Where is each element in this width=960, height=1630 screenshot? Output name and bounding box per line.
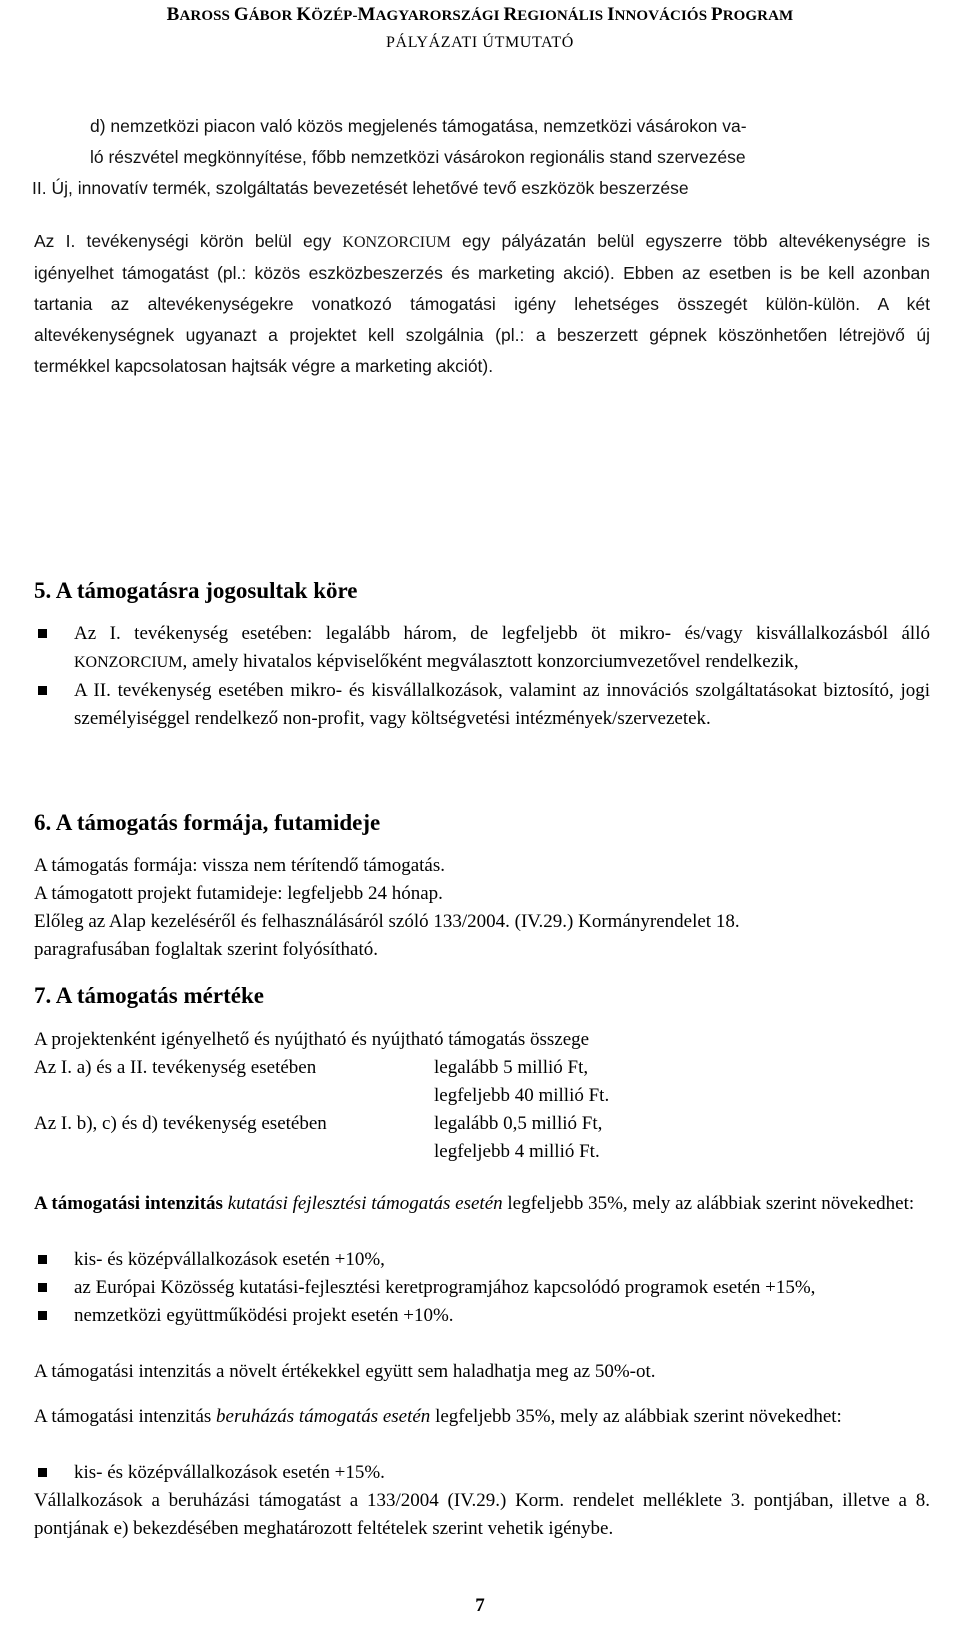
table-row	[34, 1054, 930, 1082]
header-title-rest: ÁBOR	[248, 8, 297, 24]
text-span: egy pályázatán belül egyszerre több altevékenységre is igényelhet támogatást (pl.: közös eszközbeszerzés és marketing akció). Ebben az esetben is be kell azonban tartania az altevékenységekre vonatkozó támogatási igény lehetséges összegét külön-külön. A két altevékenységnek ugyanazt a projektet kell szolgálnia (pl.: a beszerzett gépnek köszönhetően létrejövő új termékkel kapcsolatosan hajtsák végre a marketing akciót).	[34, 231, 930, 376]
table-cell-label: Az I. b), c) és d) tevékenység esetében	[34, 1113, 327, 1134]
text-span: legfeljebb 35%, mely az alábbiak szerint növekedhet:	[502, 1193, 915, 1214]
text-line: A támogatott projekt futamideje: legfeljebb 24 hónap.	[34, 883, 443, 904]
text-span: A támogatási intenzitás	[34, 1406, 217, 1427]
investment-intensity-paragraph	[34, 1403, 930, 1431]
text-span: , amely hivatalos képviselőként megválasztott konzorciumvezetővel rendelkezik,	[182, 651, 799, 672]
list-item	[34, 677, 930, 733]
list-item	[34, 1246, 930, 1274]
investment-note	[34, 1487, 930, 1543]
header-title-initial: G	[233, 4, 249, 25]
table-row	[34, 1138, 930, 1166]
text-line: paragrafusában foglaltak szerint folyósítható.	[34, 939, 378, 960]
header-title-rest: NNOVÁCIÓS	[614, 8, 711, 24]
section-5-list	[34, 620, 930, 733]
intro-line: ló részvétel megkönnyítése, főbb nemzetközi vásárokon regionális stand szervezése	[90, 147, 746, 167]
header-title-rest: EGIONÁLIS	[517, 8, 608, 24]
header-title-initial: I	[607, 4, 615, 25]
table-row	[34, 1082, 930, 1110]
text-span: Az I. tevékenységi körön belül egy	[34, 231, 343, 251]
text-span: kis- és középvállalkozások esetén +10%,	[74, 1249, 385, 1270]
bullet-icon	[38, 1255, 47, 1264]
text-line: Vállalkozások a beruházási támogatást a 133/2004 (IV.29.) Korm. rendelet melléklete 3. pontjában, illetve a 8. pontjának e) bekezdésében meghatározott feltételek szerint vehetik igénybe.	[34, 1490, 930, 1539]
bullet-icon	[38, 1311, 47, 1320]
table-cell-value: legalább 0,5 millió Ft,	[434, 1113, 603, 1134]
section-7-heading: 7. A támogatás mértéke	[34, 983, 264, 1008]
text-line: A támogatás formája: vissza nem térítendő támogatás.	[34, 855, 446, 876]
intro-paragraph	[32, 111, 930, 204]
table-cell-value: legfeljebb 4 millió Ft.	[434, 1141, 600, 1162]
bullet-icon	[38, 686, 47, 695]
header-title	[0, 4, 960, 26]
header-title-initial: R	[503, 4, 518, 25]
table-row	[34, 1110, 930, 1138]
rd-intensity-paragraph	[34, 1190, 930, 1218]
table-cell-value: legalább 5 millió Ft,	[434, 1057, 589, 1078]
bold-term: A támogatási intenzitás	[34, 1193, 223, 1214]
header-title-rest: ROGRAM	[722, 8, 794, 24]
konzorcium-term: KONZORCIUM	[74, 654, 183, 671]
section-5-heading: 5. A támogatásra jogosultak köre	[34, 578, 358, 603]
italic-term: beruházás támogatás esetén	[216, 1406, 431, 1427]
list-item	[34, 1459, 930, 1487]
header-title-rest: AROSS	[179, 8, 234, 24]
text-span: az Európai Közösség kutatási-fejlesztési keretprogramjához kapcsolódó programok esetén +15%,	[74, 1277, 816, 1298]
consortium-paragraph	[34, 226, 930, 382]
header-title-initial: M	[357, 4, 376, 25]
italic-term: kutatási fejlesztési támogatás esetén	[227, 1193, 503, 1214]
section-6-text	[34, 852, 930, 964]
text-span: A II. tevékenység esetében mikro- és kisvállalkozások, valamint az innovációs szolgáltatásokat biztosító, jogi személyiséggel rendelkező non-profit, vagy költségvetési intézmények/szervezetek.	[74, 680, 930, 729]
list-item	[34, 620, 930, 677]
amount-table	[34, 1054, 930, 1166]
rd-cap-line	[34, 1358, 930, 1386]
text-span: nemzetközi együttműködési projekt esetén +10%.	[74, 1305, 454, 1326]
bullet-icon	[38, 629, 47, 638]
text-span: kis- és középvállalkozások esetén +15%.	[74, 1462, 385, 1483]
text-span: Az I. tevékenység esetében: legalább három, de legfeljebb öt mikro- és/vagy kisvállalkozásból álló	[74, 623, 930, 644]
text-line: A támogatási intenzitás a növelt értékekkel együtt sem haladhatja meg az 50%-ot.	[34, 1361, 656, 1382]
list-item	[34, 1302, 930, 1330]
text-span: legfeljebb 35%, mely az alábbiak szerint növekedhet:	[430, 1406, 842, 1427]
section-7-intro	[34, 1026, 930, 1054]
bullet-icon	[38, 1283, 47, 1292]
bullet-icon	[38, 1468, 47, 1477]
konzorcium-term: KONZORCIUM	[342, 234, 451, 251]
table-cell-label: Az I. a) és a II. tevékenység esetében	[34, 1057, 317, 1078]
table-cell-value: legfeljebb 40 millió Ft.	[434, 1085, 610, 1106]
header-title-rest: AGYARORSZÁGI	[375, 8, 504, 24]
header-title-initial: K	[296, 4, 312, 25]
text-line: Előleg az Alap kezeléséről és felhasználásáról szóló 133/2004. (IV.29.) Kormányrendelet 18.	[34, 911, 740, 932]
text-line: A projektenként igényelhető és nyújtható és nyújtható támogatás összege	[34, 1029, 590, 1050]
investment-bonus-list	[34, 1459, 930, 1487]
section-6-heading: 6. A támogatás formája, futamideje	[34, 810, 381, 835]
rd-bonus-list	[34, 1246, 930, 1330]
intro-line: II. Új, innovatív termék, szolgáltatás bevezetését lehetővé tevő eszközök beszerzése	[32, 178, 689, 198]
list-item	[34, 1274, 930, 1302]
header-title-initial: B	[166, 4, 180, 25]
header-title-initial: P	[711, 4, 723, 25]
header-title-rest: ÖZÉP-	[311, 8, 358, 24]
page-number: 7	[475, 1595, 485, 1616]
intro-line: d) nemzetközi piacon való közös megjelenés támogatása, nemzetközi vásárokon va-	[90, 116, 747, 136]
header-subtitle: PÁLYÁZATI ÚTMUTATÓ	[386, 34, 574, 51]
